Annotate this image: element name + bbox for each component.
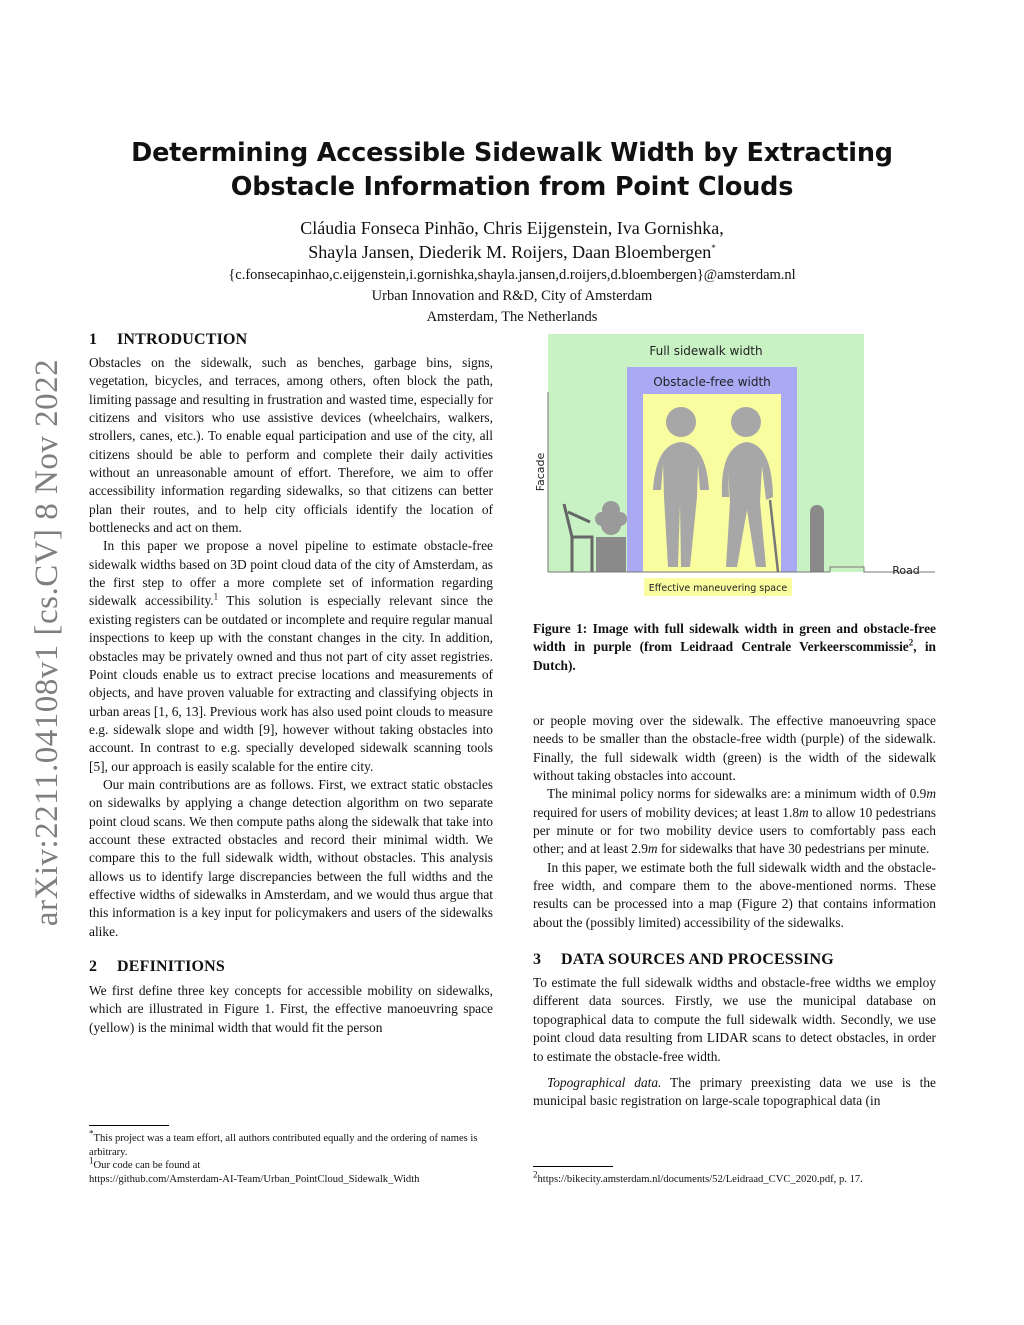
- paper-title: Determining Accessible Sidewalk Width by Extracting Obstacle Information from Point Clouds: [131, 138, 893, 202]
- section-2-paragraph-2: or people moving over the sidewalk. The effective manoeuvring space needs to be smaller than the obstacle-free width (purple) of the sidewalk. Finally, the full sidewalk width (green) is the width of the sidewalk without taking obstacles into account.: [533, 713, 936, 784]
- section-1-paragraph-3: Our main contributions are as follows. First, we extract static obstacles on sidewalks by applying a change detection algorithm on two separate point cloud scans. We then compute paths along the sidewalk that take into account these extracted obstacles and record their minimal width. We compare this to the full sidewalk width, without obstacles. This analysis allows us to identify large discrepancies between the full widths and the effective widths of sidewalks in Amsterdam, and we would thus argue that this information is a key input for policymakers and users of the sidewalks alike.: [89, 776, 493, 939]
- section-3-heading: 3 DATA SOURCES AND PROCESSING: [533, 951, 834, 969]
- left-column: [89, 330, 493, 1037]
- section-2-paragraph-4: In this paper, we estimate both the full sidewalk width and the obstacle-free width, and compare them to the above-mentioned norms. These results can be processed into a map (Figure 2) that contains information about the (possibly limited) accessibility of the sidewalks.: [533, 859, 936, 930]
- effective-space-label: Effective maneuvering space: [648, 583, 788, 594]
- author-footnote-mark: *: [711, 243, 716, 253]
- footnote-star: *This project was a team effort, all authors contributed equally and the ordering of names is arbitrary.: [89, 1128, 478, 1158]
- footnote-1-url[interactable]: https://github.com/Amsterdam-AI-Team/Urban_PointCloud_Sidewalk_Width: [89, 1173, 420, 1185]
- section-1-paragraph-2: In this paper we propose a novel pipeline to estimate obstacle-free sidewalk widths based on 3D point cloud data of the city of Amsterdam, as the first step to offer a more complete set of information regarding sidewalk accessibility.$^1$ This solution is especially relevant since the existing registers can be outdated or incomplete and require regular manual inspections to keep up with the constant changes in the city. In addition, obstacles may be privately owned and thus not part of city asset registries. Point clouds enable us to extract precise locations and measurements of objects, and have proven valuable for extracting and classifying objects in urban areas [1, 6, 13]. Previous work has also used point clouds to measure e.g. sidewalk slope and width [9], however without taking obstacles into account. In contrast to e.g. specially developed sidewalk scanning tools [5], our approach is easily scalable for the entire city.: [89, 538, 493, 774]
- paper-header: [80, 136, 944, 328]
- affiliation: Urban Innovation and R&D, City of Amsterdam: [371, 288, 653, 304]
- section-2-paragraph-1: We first define three key concepts for accessible mobility on sidewalks, which are illustrated in Figure 1. First, the effective manoeuvring space (yellow) is the minimal width that would fit the person: [89, 983, 493, 1035]
- road-label: Road: [892, 564, 920, 577]
- footnote-rule-right: [533, 1166, 613, 1167]
- section-2-paragraph-3: The minimal policy norms for sidewalks are: a minimum width of 0.9m required for users of mobility devices; at least 1.8m to allow 10 pedestrians per minute or for two mobility device users to comfortably pass each other; and at least 2.9m for sidewalks that have 30 pedestrians per minute.: [533, 786, 936, 857]
- footnote-2-url[interactable]: https://bikecity.amsterdam.nl/documents/52/Leidraad_CVC_2020.pdf, p. 17.: [537, 1174, 863, 1185]
- section-3-paragraph-1: To estimate the full sidewalk widths and obstacle-free widths we employ different data sources. Firstly, we use the municipal database on topographical data to compute the full sidewalk width. Secondly, we use point cloud data resulting from LIDAR scans to detect obstacles, in order to estimate the obstacle-free width.: [533, 975, 936, 1064]
- full-width-label: Full sidewalk width: [649, 344, 763, 358]
- facade-label: Facade: [534, 452, 547, 492]
- authors: [80, 216, 944, 264]
- authors-line-1: Cláudia Fonseca Pinhão, Chris Eijgenstein, Iva Gornishka,: [300, 218, 724, 238]
- figure-1: [534, 332, 935, 615]
- section-2-heading: 2 DEFINITIONS: [89, 958, 226, 975]
- section-1-paragraph-1: Obstacles on the sidewalk, such as benches, garbage bins, signs, vegetation, bicycles, and terraces, among others, often block the path, limiting passage and resulting in frustration and wasted time, especially for citizens and visitors who use assistive devices (wheelchairs, walkers, strollers, canes, etc.). To enable equal participation and use of the city, all citizens should be able to perform and complete their daily activities without an unreasonable amount of effort. Therefore, we aim to offer accessibility information regarding sidewalks, so that citizens can better plan their routes, and to help city officials identify the location of bottlenecks and act on them.: [89, 355, 493, 536]
- section-1-heading: 1 INTRODUCTION: [89, 331, 248, 348]
- footnote-2: $^2$https://bikecity.amsterdam.nl/documents/52/Leidraad_CVC_2020.pdf, p. 17.: [533, 1169, 863, 1185]
- footnotes-left: [89, 1128, 493, 1186]
- arxiv-id: arXiv:2211.04108v1 [cs.CV] 8 Nov 2022: [29, 358, 66, 927]
- author-emails: {c.fonsecapinhao,c.eijgenstein,i.gornishka,shayla.jansen,d.roijers,d.bloembergen}@amsterdam.nl: [228, 267, 796, 283]
- right-column: [533, 712, 936, 1111]
- arxiv-stamp: [28, 355, 68, 930]
- authors-line-2: Shayla Jansen, Diederik M. Roijers, Daan Bloembergen*: [308, 242, 716, 262]
- footnote-1: $^1$Our code can be found at: [89, 1155, 201, 1171]
- topographical-data-runin: Topographical data.: [547, 1074, 662, 1090]
- section-3-paragraph-2: Topographical data. The primary preexisting data we use is the municipal basic registration on large-scale topographical data (in: [533, 1074, 936, 1109]
- footnote-rule-left: [89, 1125, 169, 1126]
- location: Amsterdam, The Netherlands: [426, 309, 598, 325]
- footnote-1-mark[interactable]: 1: [213, 592, 219, 602]
- bollard-icon: [810, 505, 824, 572]
- obstacle-free-label: Obstacle-free width: [653, 375, 771, 389]
- footnote-2-mark[interactable]: 2: [908, 637, 914, 648]
- figure-1-caption: Figure 1: Image with full sidewalk width in green and obstacle-free width in purple (from Leidraad Centrale Verkeerscommissie$^2$, in Dutch).: [533, 621, 936, 673]
